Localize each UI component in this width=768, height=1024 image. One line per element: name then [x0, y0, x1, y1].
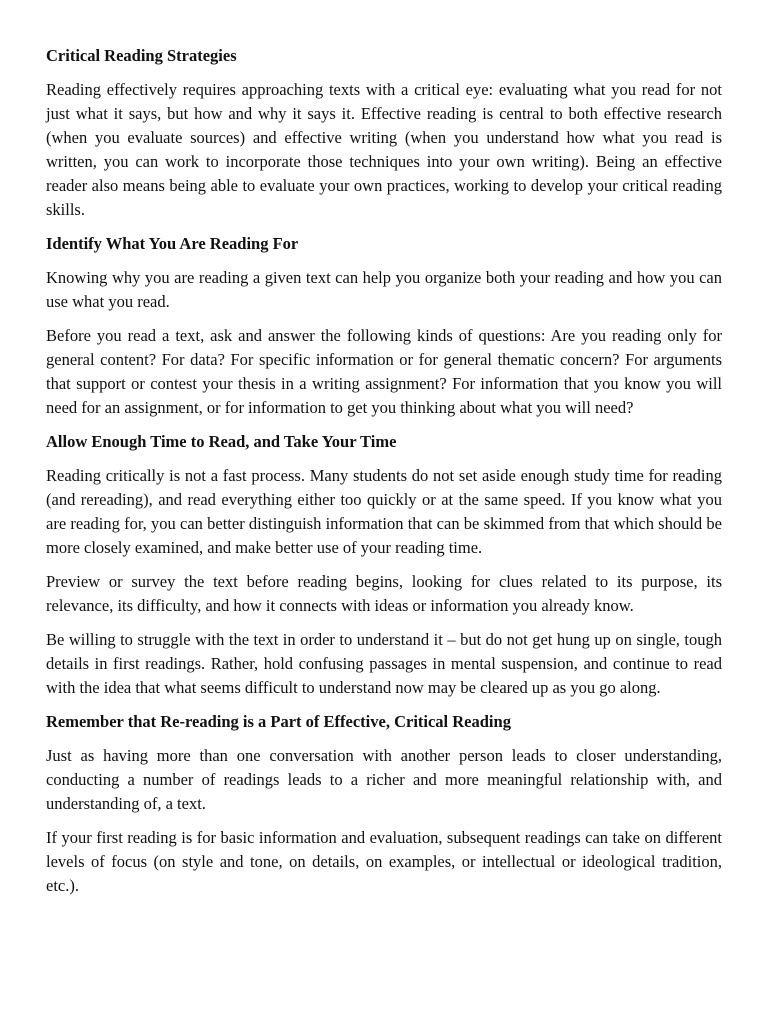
- paragraph: Before you read a text, ask and answer the following kinds of questions: Are you reading only for general content? For data? For specific information or for general thematic concern? For arguments that support or contest your thesis in a writing assignment? For information that you know you will need for an assignment, or for information to get you thinking about what you will need?: [46, 326, 722, 417]
- paragraph: Be willing to struggle with the text in order to understand it – but do not get hung up on single, tough details in first readings. Rather, hold confusing passages in mental suspension, and continue to read with the idea that what seems difficult to understand now may be cleared up as you go along.: [46, 630, 722, 697]
- paragraph: Knowing why you are reading a given text can help you organize both your reading and how you can use what you read.: [46, 268, 722, 311]
- paragraph: Reading effectively requires approaching texts with a critical eye: evaluating what you read for not just what it says, but how and why it says it. Effective reading is central to both effective research (when you evaluate sources) and effective writing (when you understand how what you read is written, you can work to incorporate those techniques into your own writing). Being an effective reader also means being able to evaluate your own practices, working to develop your critical reading skills.: [46, 80, 722, 219]
- section-heading: Remember that Re-reading is a Part of Effective, Critical Reading: [46, 712, 511, 731]
- paragraph: If your first reading is for basic information and evaluation, subsequent readings can take on different levels of focus (on style and tone, on details, on examples, or intellectual or ideological tradition, etc.).: [46, 828, 722, 895]
- section-heading: Critical Reading Strategies: [46, 46, 237, 65]
- section-heading: Identify What You Are Reading For: [46, 234, 299, 253]
- paragraph: Just as having more than one conversation with another person leads to closer understanding, conducting a number of readings leads to a richer and more meaningful relationship with, and understanding of, a text.: [46, 746, 722, 813]
- paragraph: Preview or survey the text before reading begins, looking for clues related to its purpose, its relevance, its difficulty, and how it connects with ideas or information you already know.: [46, 572, 722, 615]
- paragraph: Reading critically is not a fast process. Many students do not set aside enough study time for reading (and rereading), and read everything either too quickly or at the same speed. If you know what you are reading for, you can better distinguish information that can be skimmed from that which should be more closely examined, and make better use of your reading time.: [46, 466, 722, 557]
- section-heading: Allow Enough Time to Read, and Take Your Time: [46, 432, 397, 451]
